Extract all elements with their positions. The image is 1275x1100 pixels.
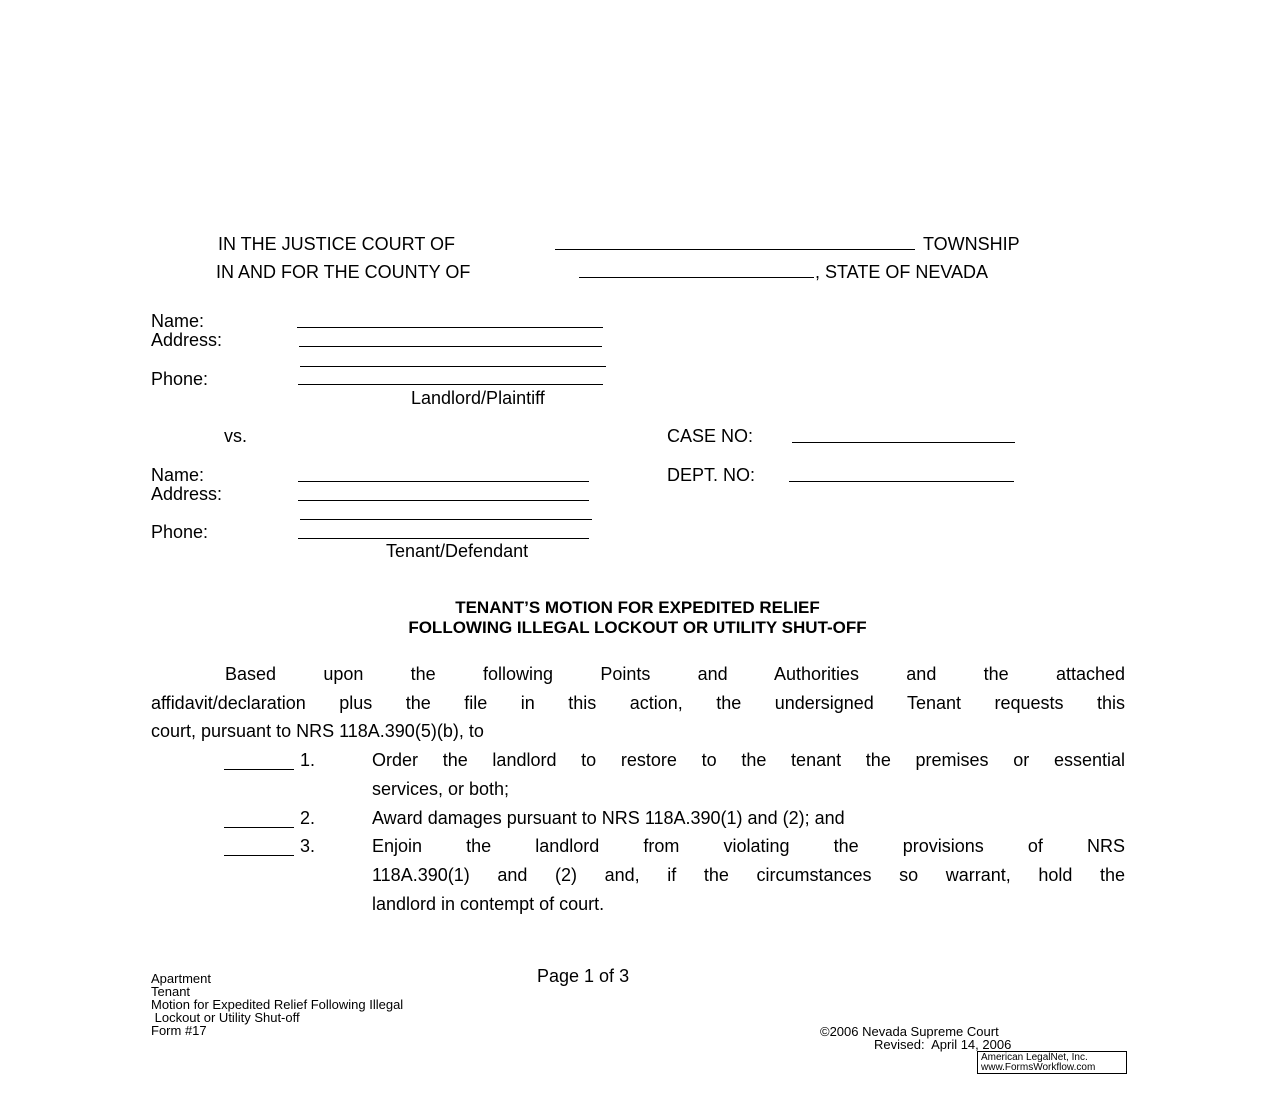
defendant-phone-line[interactable] [298,538,589,539]
item-1-line-2: services, or both; [372,779,510,799]
item-1-checkbox-line[interactable] [224,769,294,770]
plaintiff-address-line-2[interactable] [300,366,606,367]
footer-copyright: ©2006 Nevada Supreme Court [820,1024,999,1039]
county-blank-line[interactable] [579,277,814,278]
footer-left-line-1: Apartment [151,971,211,986]
court-line-1-prefix: IN THE JUSTICE COURT OF [218,234,456,254]
defendant-name-line[interactable] [298,481,589,482]
motion-title-line-1: TENANT’S MOTION FOR EXPEDITED RELIEF [455,598,820,617]
plaintiff-name-line[interactable] [297,327,603,328]
court-line-1-suffix: TOWNSHIP [923,234,1020,254]
dept-no-line[interactable] [789,481,1014,482]
motion-title-line-2: FOLLOWING ILLEGAL LOCKOUT OR UTILITY SHUT-OFF [408,618,867,637]
township-blank-line[interactable] [555,249,915,250]
item-3-line-3: landlord in contempt of court. [372,894,605,914]
court-line-2-suffix: , STATE OF NEVADA [815,262,989,282]
intro-line-2: affidavit/declaration plus the file in this action, the undersigned Tenant requests this [151,693,1125,713]
stamp-website: www.FormsWorkflow.com [981,1062,1096,1073]
item-3-line-1: Enjoin the landlord from violating the provisions of NRS [372,836,1125,856]
defendant-role: Tenant/Defendant [386,541,529,561]
item-2-line-1: Award damages pursuant to NRS 118A.390(1) and (2); and [372,808,845,828]
item-3-checkbox-line[interactable] [224,855,294,856]
defendant-address-label: Address: [151,484,223,504]
plaintiff-role: Landlord/Plaintiff [411,388,545,408]
defendant-address-line-2[interactable] [300,519,592,520]
footer-revised: Revised: April 14, 2006 [874,1037,1012,1052]
item-1-number: 1. [300,750,316,770]
versus-label: vs. [224,426,248,446]
stamp-company: American LegalNet, Inc. [981,1052,1088,1063]
intro-line-1: Based upon the following Points and Authorities and the attached [225,664,1125,684]
footer-left-line-2: Tenant [151,984,191,999]
defendant-name-label: Name: [151,465,205,485]
dept-no-label: DEPT. NO: [667,465,756,485]
plaintiff-address-label: Address: [151,330,223,350]
plaintiff-phone-line[interactable] [298,384,603,385]
case-no-line[interactable] [792,442,1015,443]
defendant-phone-label: Phone: [151,522,209,542]
court-line-2-prefix: IN AND FOR THE COUNTY OF [216,262,471,282]
defendant-address-line-1[interactable] [298,500,589,501]
item-3-line-2: 118A.390(1) and (2) and, if the circumstances so warrant, hold the [372,865,1125,885]
footer-left-line-3: Motion for Expedited Relief Following Illegal [151,997,404,1012]
item-2-number: 2. [300,808,316,828]
item-1-line-1: Order the landlord to restore to the tenant the premises or essential [372,750,1125,770]
footer-left-line-4: Lockout or Utility Shut-off [151,1010,300,1025]
plaintiff-phone-label: Phone: [151,369,209,389]
item-3-number: 3. [300,836,316,856]
forms-workflow-stamp [977,1051,1127,1074]
plaintiff-address-line-1[interactable] [299,346,602,347]
intro-line-3: court, pursuant to NRS 118A.390(5)(b), to [151,721,484,741]
footer-left-line-5: Form #17 [151,1023,207,1038]
plaintiff-name-label: Name: [151,311,205,331]
item-2-checkbox-line[interactable] [224,827,294,828]
page-number: Page 1 of 3 [537,966,630,986]
case-no-label: CASE NO: [667,426,754,446]
